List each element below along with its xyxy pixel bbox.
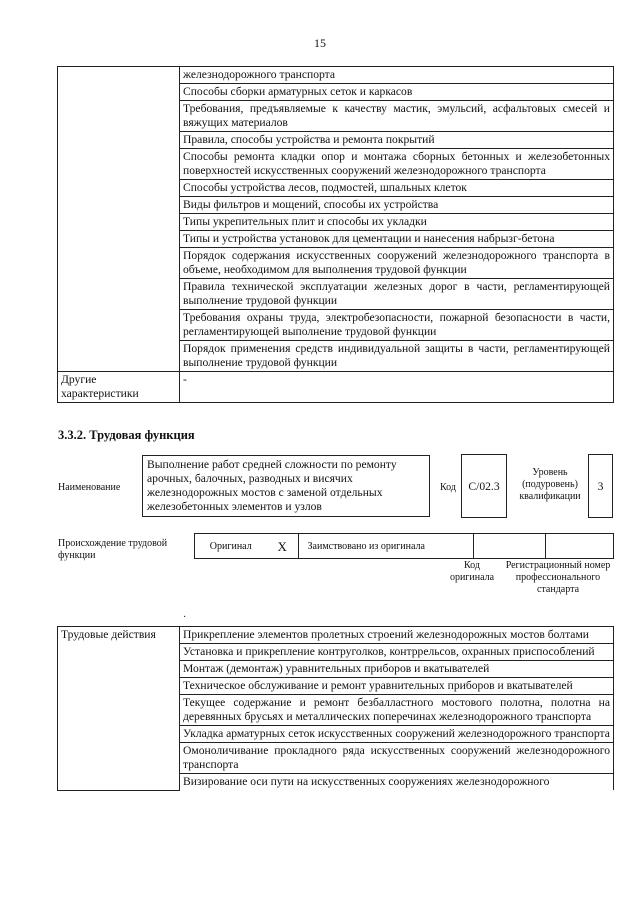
table-row: Способы устройства лесов, подмостей, шпальных клеток [180,180,614,197]
table-row: железнодорожного транспорта [180,67,614,84]
borrowed-label: Заимствовано из оригинала [299,534,434,559]
table-row: Текущее содержание и ремонт безбалластного мостового полотна, полотна на деревянных брусьях и металлических поперечинах железнодорожного транспорта [180,695,614,726]
table-row: Правила технической эксплуатации железных дорог в части, регламентирующей выполнение трудовой функции [180,279,614,310]
level-value-box: 3 [588,454,613,518]
knowledge-lead-cell [58,67,180,372]
table-row: Требования охраны труда, электробезопасности, пожарной безопасности в части, регламентирующей выполнение трудовой функции [180,310,614,341]
original-label: Оригинал [195,534,267,559]
level-label: Уровень (подуровень) квалификации [519,467,581,502]
table-row: Порядок содержания искусственных сооружений железнодорожного транспорта в объеме, необходимом для выполнения трудовой функции [180,248,614,279]
section-heading: 3.3.2. Трудовая функция [58,428,195,442]
table-row: Типы и устройства установок для цементации и нанесения набрызг-бетона [180,231,614,248]
knowledge-table [57,66,614,403]
table-row: Способы ремонта кладки опор и монтажа сборных бетонных и железобетонных поверхностей искусственных сооружений железнодорожного транспорта [180,149,614,180]
code-original-cell [474,534,546,559]
page-number: 15 [314,36,326,50]
origin-row [194,533,613,559]
table-row: Способы сборки арматурных сеток и каркасов [180,84,614,101]
table-row: Прикрепление элементов пролетных строений железнодорожных мостов болтами [180,627,614,644]
table-row: Типы укрепительных плит и способы их укладки [180,214,614,231]
table-row: Омоноличивание прокладного ряда искусственных сооружений железнодорожного транспорта [180,743,614,774]
name-label: Наименование [58,482,121,493]
actions-label: Трудовые действия [58,627,180,791]
reg-number-label: Регистрационный номер профессионального стандарта [505,560,611,595]
table-row: Требования, предъявляемые к качеству мастик, эмульсий, асфальтовых смесей и вяжущих материалов [180,101,614,132]
table-row: Монтаж (демонтаж) уравнительных приборов и вкатывателей [180,661,614,678]
reg-number-cell [546,534,614,559]
table-row: Укладка арматурных сеток искусственных сооружений железнодорожного транспорта [180,726,614,743]
table-row: Правила, способы устройства и ремонта покрытий [180,132,614,149]
stray-dot: · [183,612,187,623]
other-characteristics-value: - [180,372,614,403]
other-characteristics-label: Другие характеристики [58,372,180,403]
code-origin-label: Код оригинала [449,560,495,583]
table-row: Порядок применения средств индивидуальной защиты в части, регламентирующей выполнение трудовой функции [180,341,614,372]
original-mark: X [267,534,299,559]
table-row: Визирование оси пути на искусственных сооружениях железнодорожного [180,774,614,791]
code-value-box: С/02.3 [461,454,507,518]
actions-table [57,626,614,791]
origin-label: Происхождение трудовой функции [58,538,168,561]
table-row: Установка и прикрепление контруголков, контррельсов, охранных приспособлений [180,644,614,661]
table-row: Виды фильтров и мощений, способы их устройства [180,197,614,214]
table-row: Техническое обслуживание и ремонт уравнительных приборов и вкатывателей [180,678,614,695]
code-label: Код [440,482,456,493]
borrowed-spacer [434,534,474,559]
function-name-box: Выполнение работ средней сложности по ремонту арочных, балочных, разводных и висячих железнодорожных мостов с заменой отдельных железобетонных элементов и узлов [142,455,430,517]
